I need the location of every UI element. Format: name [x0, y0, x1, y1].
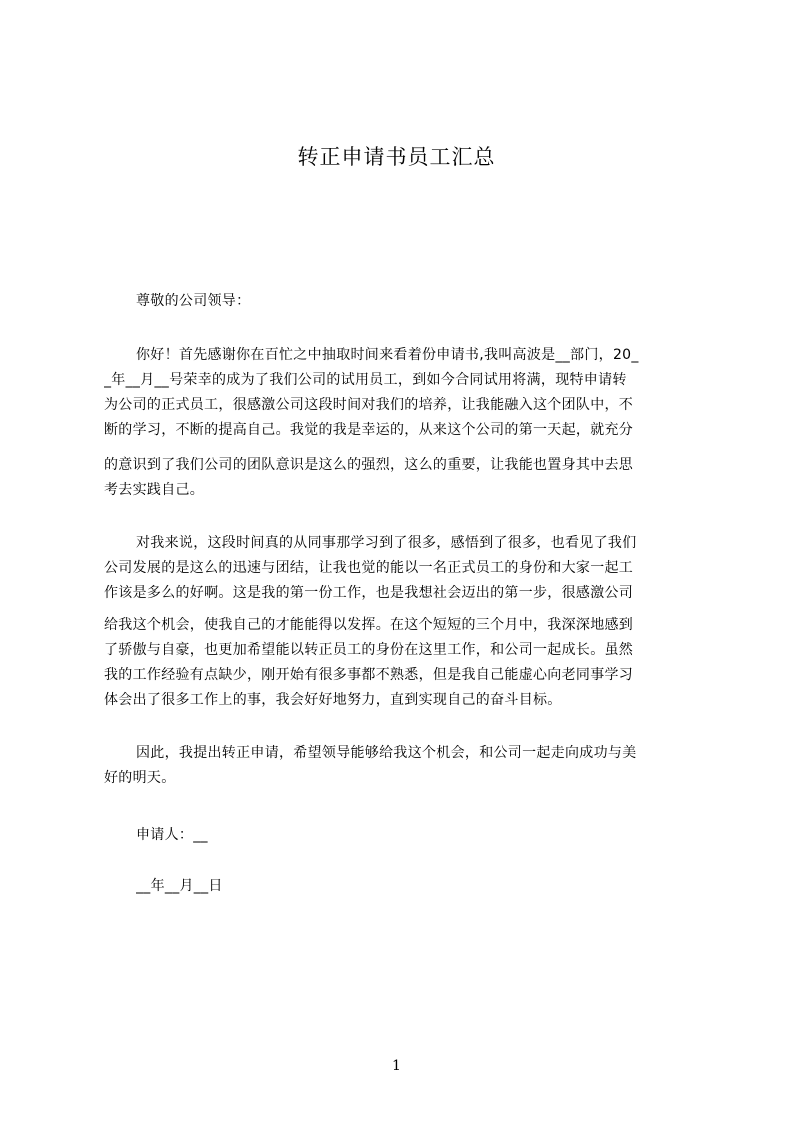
paragraph-1-line-1: 你好！首先感谢你在百忙之中抽取时间来看着份申请书,我叫高波是__部门，20_ — [136, 347, 639, 363]
paragraph-3-line-1: 因此，我提出转正申请，希望领导能够给我这个机会，和公司一起走向成功与美 — [136, 745, 637, 761]
paragraph-2-line-4: 给我这个机会，使我自己的才能能得以发挥。在这个短短的三个月中，我深深地感到 — [104, 617, 634, 633]
paragraph-1-line-5: 的意识到了我们公司的团队意识是这么的强烈，这么的重要，让我能也置身其中去思 — [104, 457, 634, 473]
paragraph-2-line-5: 了骄傲与自豪，也更加希望能以转正员工的身份在这里工作，和公司一起成长。虽然 — [104, 642, 634, 658]
date-line: __年__月__日 — [136, 878, 223, 894]
paragraph-1-line-6: 考去实践自己。 — [104, 482, 205, 498]
paragraph-2-line-6: 我的工作经验有点缺少，刚开始有很多事都不熟悉，但是我自己能虚心向老同事学习 — [104, 667, 634, 683]
paragraph-2-line-3: 作该是多么的好啊。这是我的第一份工作，也是我想社会迈出的第一步，很感激公司 — [104, 585, 634, 601]
document-title: 转正申请书员工汇总 — [297, 145, 496, 169]
paragraph-2-line-1: 对我来说，这段时间真的从同事那学习到了很多，感悟到了很多，也看见了我们 — [136, 535, 637, 551]
paragraph-2-line-2: 公司发展的是这么的迅速与团结，让我也觉的能以一名正式员工的身份和大家一起工 — [104, 560, 634, 576]
paragraph-3-line-2: 好的明天。 — [104, 770, 176, 786]
paragraph-2-line-7: 体会出了很多工作上的事，我会好好地努力，直到实现自己的奋斗目标。 — [104, 692, 562, 708]
paragraph-1-line-3: 为公司的正式员工，很感激公司这段时间对我们的培养，让我能融入这个团队中，不 — [104, 397, 634, 413]
salutation: 尊敬的公司领导： — [136, 293, 251, 309]
paragraph-1-line-2: _年__月__号荣幸的成为了我们公司的试用员工，到如今合同试用将满，现特申请转 — [104, 372, 627, 388]
paragraph-1-line-4: 断的学习，不断的提高自己。我觉的我是幸运的，从来这个公司的第一天起，就充分 — [104, 422, 634, 438]
page-number: 1 — [392, 1058, 401, 1074]
applicant-line: 申请人：__ — [136, 827, 208, 843]
